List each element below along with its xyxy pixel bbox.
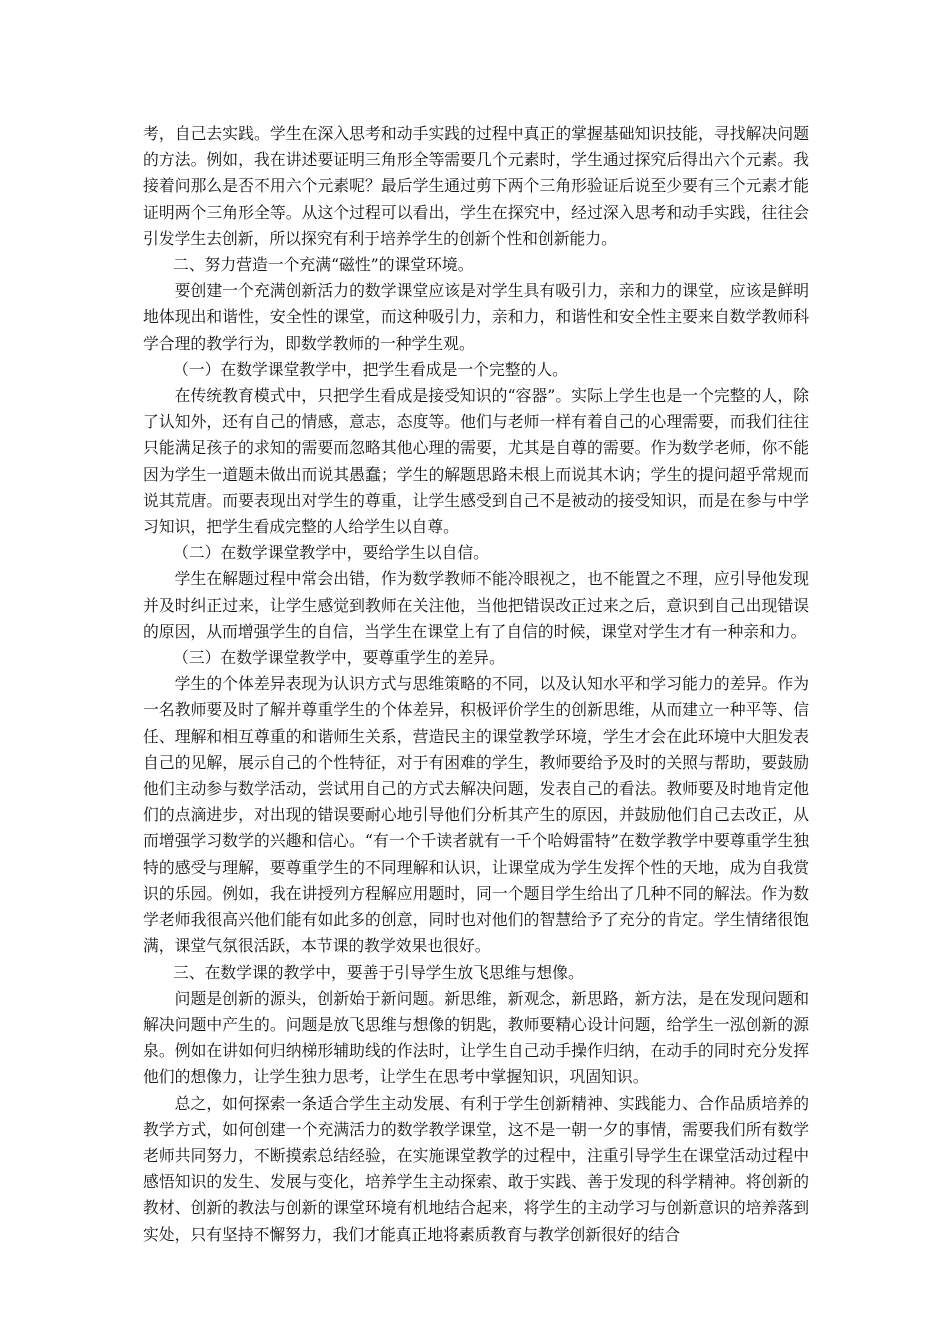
paragraph: 要创建一个充满创新活力的数学课堂应该是对学生具有吸引力，亲和力的课堂，应该是鲜明地体现出和谐性，安全性的课堂，而这种吸引力，亲和力，和谐性和安全性主要来自数学教师科学合理的教学行为，即数学教师的一种学生观。 — [143, 281, 809, 353]
document-body — [143, 121, 809, 1248]
paragraph: 学生在解题过程中常会出错，作为数学教师不能冷眼视之，也不能置之不理，应引导他发现并及时纠正过来，让学生感觉到教师在关注他，当他把错误改正过来之后，意识到自己出现错误的原因，从而增强学生的自信，当学生在课堂上有了自信的时候，课堂对学生才有一种亲和力。 — [143, 569, 809, 641]
section-heading-2: 二、努力营造一个充满“磁性”的课堂环境。 — [173, 255, 474, 275]
paragraph: 在传统教育模式中，只把学生看成是接受知识的“容器”。实际上学生也是一个完整的人，除了认知外，还有自己的情感，意志，态度等。他们与老师一样有着自己的心理需要，而我们往往只能满足孩子的求知的需要而忽略其他心理的需要，尤其是自尊的需要。作为数学老师，你不能因为学生一道题未做出而说其愚蠢；学生的解题思路未根上而说其木讷；学生的提问超乎常规而说其荒唐。而要表现出对学生的尊重，让学生感受到自己不是被动的接受知识，而是在参与中学习知识，把学生看成完整的人给学生以自尊。 — [143, 386, 809, 537]
subsection-heading-1: （一）在数学课堂教学中，把学生看成是一个完整的人。 — [173, 359, 568, 379]
subsection-heading-3: （三）在数学课堂教学中，要尊重学生的差异。 — [173, 648, 505, 668]
paragraph: 学生的个体差异表现为认识方式与思维策略的不同，以及认知水平和学习能力的差异。作为一名教师要及时了解并尊重学生的个体差异，积极评价学生的创新思维，从而建立一种平等、信任、理解和相互尊重的和谐师生关系，营造民主的课堂教学环境，学生才会在此环境中大胆发表自己的见解，展示自己的个性特征，对于有困难的学生，教师要给予及时的关照与帮助，要鼓励他们主动参与数学活动，尝试用自己的方式去解决问题，发表自己的看法。教师要及时地肯定他们的点滴进步，对出现的错误要耐心地引导他们分析其产生的原因，并鼓励他们自己去改正，从而增强学习数学的兴趣和信心。“有一个千读者就有一千个哈姆雷特”在数学教学中要尊重学生独特的感受与理解，要尊重学生的不同理解和认识，让课堂成为学生发挥个性的天地，成为自我赏识的乐园。例如，我在讲授列方程解应用题时，同一个题目学生给出了几种不同的解法。作为数学老师我很高兴他们能有如此多的创意，同时也对他们的智慧给予了充分的肯定。学生情绪很饱满，课堂气氛很活跃，本节课的教学效果也很好。 — [143, 674, 809, 956]
section-heading-3: 三、在数学课的教学中，要善于引导学生放飞思维与想像。 — [173, 962, 584, 982]
paragraph-continuation: 考，自己去实践。学生在深入思考和动手实践的过程中真正的掌握基础知识技能，寻找解决问题的方法。例如，我在讲述要证明三角形全等需要几个元素时，学生通过探究后得出六个元素。我接着问那么是否不用六个元素呢？最后学生通过剪下两个三角形验证后说至少要有三个元素才能证明两个三角形全等。从这个过程可以看出，学生在探究中，经过深入思考和动手实践，往往会引发学生去创新，所以探究有利于培养学生的创新个性和创新能力。 — [143, 124, 809, 248]
subsection-heading-2: （二）在数学课堂教学中，要给学生以自信。 — [173, 543, 489, 563]
paragraph: 问题是创新的源头，创新始于新问题。新思维，新观念，新思路，新方法，是在发现问题和解决问题中产生的。问题是放飞思维与想像的钥匙，教师要精心设计问题，给学生一泓创新的源泉。例如在讲如何归纳梯形辅助线的作法时，让学生自己动手操作归纳，在动手的同时充分发挥他们的想像力，让学生独力思考，让学生在思考中掌握知识，巩固知识。 — [143, 988, 809, 1087]
paragraph-conclusion: 总之，如何探索一条适合学生主动发展、有利于学生创新精神、实践能力、合作品质培养的教学方式，如何创建一个充满活力的数学教学课堂，这不是一朝一夕的事情，需要我们所有数学老师共同努力，不断摸索总结经验，在实施课堂教学的过程中，注重引导学生在课堂活动过程中感悟知识的发生、发展与变化，培养学生主动探索、敢于实践、善于发现的科学精神。将创新的教材、创新的教法与创新的课堂环境有机地结合起来，将学生的主动学习与创新意识的培养落到实处，只有坚持不懈努力，我们才能真正地将素质教育与教学创新很好的结合 — [143, 1093, 809, 1244]
